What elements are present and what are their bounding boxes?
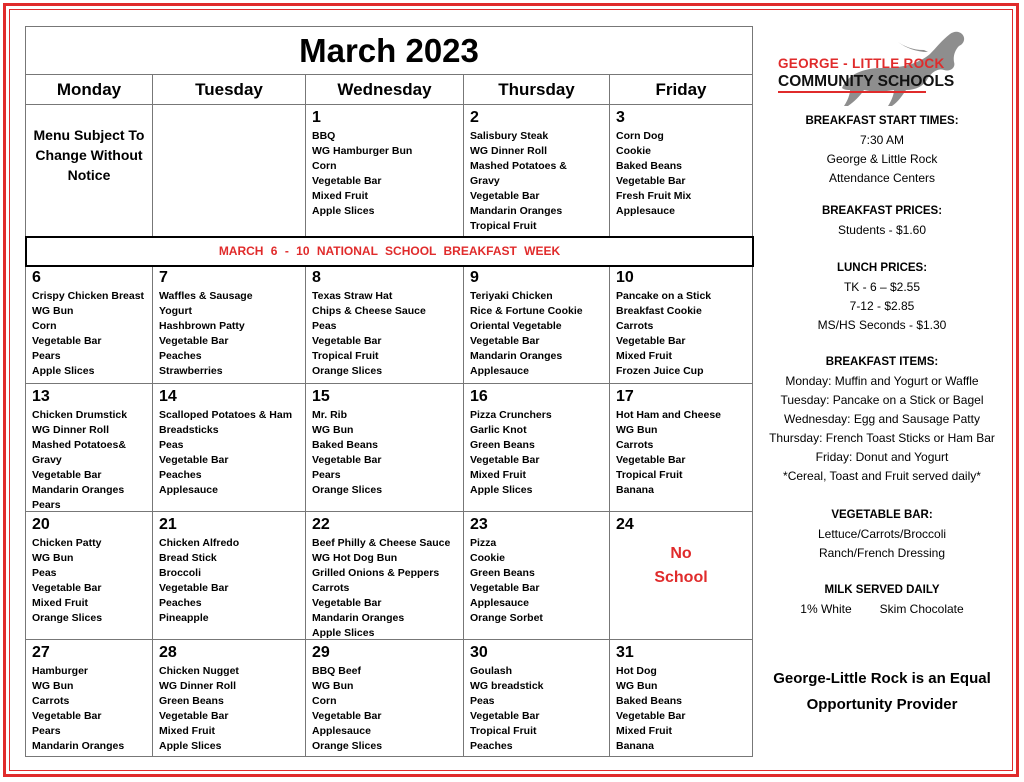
- day-cell-31: [610, 640, 752, 756]
- menu-item: Cookie: [470, 552, 506, 564]
- menu-item: Vegetable Bar: [470, 710, 540, 722]
- menu-item: Breakfast Cookie: [616, 305, 702, 317]
- menu-item: Hamburger: [32, 665, 89, 677]
- menu-item: Yogurt: [159, 305, 193, 317]
- day-cell-23: [464, 512, 610, 639]
- menu-item: Vegetable Bar: [470, 335, 540, 347]
- milk-section: [758, 581, 1006, 619]
- menu-item: WG Bun: [312, 680, 354, 692]
- day-cell-20: [26, 512, 153, 639]
- menu-item: Chicken Patty: [32, 537, 102, 549]
- menu-item: Green Beans: [470, 439, 535, 451]
- menu-item-list: [470, 536, 609, 626]
- day-number: 9: [470, 269, 479, 286]
- menu-item: Hot Ham and Cheese: [616, 409, 722, 421]
- menu-item: Apple Slices: [159, 740, 222, 752]
- day-cell-6: [26, 265, 153, 383]
- menu-item-list: [159, 536, 305, 626]
- day-cell-28: [153, 640, 306, 756]
- day-number: 24: [616, 516, 634, 533]
- milk-options: [758, 600, 1006, 619]
- lunch-price-7-12: 7-12 - $2.85: [849, 299, 915, 313]
- vegetable-bar-items: Lettuce/Carrots/Broccoli: [817, 527, 947, 541]
- milk-option-chocolate: Skim Chocolate: [879, 602, 964, 616]
- menu-item: Grilled Onions & Peppers: [312, 567, 440, 579]
- menu-item-list: [312, 664, 463, 754]
- day-cell-13: [26, 384, 153, 511]
- menu-item: Banana: [616, 484, 654, 496]
- breakfast-item-wednesday: Wednesday: Egg and Sausage Patty: [784, 412, 980, 426]
- menu-item: WG Hot Dog Bun: [312, 552, 398, 564]
- menu-item: Pineapple: [159, 612, 209, 624]
- weekday-header-thursday: Thursday: [464, 75, 610, 104]
- day-number: 20: [32, 516, 50, 533]
- menu-item: BBQ: [312, 130, 336, 142]
- menu-item: Vegetable Bar: [470, 454, 540, 466]
- menu-item: Peas: [470, 695, 495, 707]
- menu-item: Vegetable Bar: [616, 335, 686, 347]
- day-number: 14: [159, 388, 177, 405]
- day-number: 27: [32, 644, 50, 661]
- no-school-notice: No School: [654, 545, 708, 586]
- menu-item: Apple Slices: [312, 627, 375, 639]
- menu-item: Vegetable Bar: [32, 335, 102, 347]
- milk-heading: MILK SERVED DAILY: [824, 584, 940, 596]
- breakfast-prices-heading: BREAKFAST PRICES:: [821, 205, 943, 217]
- day-number: 30: [470, 644, 488, 661]
- menu-item: WG Dinner Roll: [32, 424, 109, 436]
- breakfast-item-friday: Friday: Donut and Yogurt: [815, 450, 949, 464]
- breakfast-item-thursday: Thursday: French Toast Sticks or Ham Bar: [769, 431, 995, 445]
- menu-item: WG Bun: [32, 552, 74, 564]
- menu-item: Mixed Fruit: [312, 190, 369, 202]
- menu-item: Pizza: [470, 537, 497, 549]
- day-cell-15: [306, 384, 464, 511]
- day-number: 16: [470, 388, 488, 405]
- weekday-header-tuesday: Tuesday: [153, 75, 306, 104]
- day-number: 13: [32, 388, 50, 405]
- menu-item: Oriental Vegetable: [470, 320, 562, 332]
- menu-item: Corn: [312, 160, 337, 172]
- lunch-price-tk6: TK - 6 – $2.55: [843, 280, 921, 294]
- equal-opportunity-line-2: Opportunity Provider: [806, 696, 958, 713]
- milk-option-white: 1% White: [800, 602, 852, 616]
- menu-item: Pears: [32, 499, 61, 511]
- menu-item: Baked Beans: [312, 439, 378, 451]
- menu-change-note: Menu Subject To Change Without Notice: [33, 127, 145, 183]
- menu-item-list: [159, 408, 305, 498]
- menu-item: Mixed Fruit: [159, 725, 216, 737]
- calendar-title: March 2023: [26, 27, 752, 75]
- menu-item: Chicken Drumstick: [32, 409, 128, 421]
- day-cell-29: [306, 640, 464, 756]
- menu-item: Carrots: [616, 439, 654, 451]
- breakfast-week-banner: MARCH 6 - 10 NATIONAL SCHOOL BREAKFAST WEEK: [25, 236, 754, 267]
- lunch-prices-section: [758, 259, 1006, 335]
- week-row: [26, 265, 752, 384]
- day-number: 10: [616, 269, 634, 286]
- day-number: 22: [312, 516, 330, 533]
- menu-item: Peaches: [159, 597, 202, 609]
- menu-item: Orange Slices: [312, 740, 383, 752]
- breakfast-location-detail: Attendance Centers: [828, 171, 936, 185]
- vegetable-bar-section: [758, 506, 1006, 563]
- breakfast-location: George & Little Rock: [826, 152, 938, 166]
- weekday-header-wednesday: Wednesday: [306, 75, 464, 104]
- menu-item: Tropical Fruit: [616, 469, 683, 481]
- menu-item: Baked Beans: [616, 695, 682, 707]
- menu-item: Carrots: [32, 695, 70, 707]
- day-number: 2: [470, 109, 479, 126]
- menu-item: Mandarin Oranges: [470, 205, 563, 217]
- week-row: [26, 512, 752, 640]
- menu-item: Breadsticks: [159, 424, 219, 436]
- menu-item-list: [616, 664, 752, 754]
- menu-item: Baked Beans: [616, 160, 682, 172]
- menu-item: Scalloped Potatoes & Ham: [159, 409, 293, 421]
- logo-line-1: GEORGE - LITTLE ROCK: [778, 56, 945, 71]
- menu-item: WG Bun: [32, 305, 74, 317]
- menu-item: Strawberries: [159, 365, 223, 377]
- menu-item: Garlic Knot: [470, 424, 527, 436]
- menu-item: Vegetable Bar: [616, 175, 686, 187]
- menu-item: Applesauce: [312, 725, 371, 737]
- menu-item: Vegetable Bar: [470, 582, 540, 594]
- menu-item: WG Bun: [312, 424, 354, 436]
- menu-item: Pears: [32, 725, 61, 737]
- menu-item: Mandarin Oranges: [32, 740, 125, 752]
- menu-item: Peas: [159, 439, 184, 451]
- menu-item: Vegetable Bar: [159, 454, 229, 466]
- day-cell-14: [153, 384, 306, 511]
- menu-item: Carrots: [312, 582, 350, 594]
- menu-item: Mandarin Oranges: [470, 350, 563, 362]
- menu-item: Mixed Fruit: [616, 350, 673, 362]
- menu-item: Cookie: [616, 145, 652, 157]
- day-cell-27: [26, 640, 153, 756]
- menu-item: Vegetable Bar: [159, 710, 229, 722]
- menu-item: Peas: [312, 320, 337, 332]
- menu-item: Corn Dog: [616, 130, 664, 142]
- menu-item-list: [159, 664, 305, 754]
- breakfast-price-students: Students - $1.60: [837, 223, 927, 237]
- menu-item: WG Dinner Roll: [159, 680, 236, 692]
- menu-item: WG Bun: [32, 680, 74, 692]
- day-number: 8: [312, 269, 321, 286]
- menu-item-list: [312, 289, 463, 379]
- weekday-header-row: [26, 75, 752, 105]
- menu-item: Frozen Juice Cup: [616, 365, 704, 377]
- menu-item: Salisbury Steak: [470, 130, 549, 142]
- breakfast-prices-section: [758, 202, 1006, 240]
- day-cell-7: [153, 265, 306, 383]
- menu-item: Vegetable Bar: [32, 582, 102, 594]
- day-number: 6: [32, 269, 41, 286]
- menu-item: Vegetable Bar: [32, 710, 102, 722]
- menu-item: Tropical Fruit: [470, 220, 537, 232]
- menu-item-list: [616, 289, 752, 379]
- menu-item: Vegetable Bar: [312, 454, 382, 466]
- menu-item: Mixed Fruit: [470, 469, 527, 481]
- menu-item: Orange Slices: [312, 484, 383, 496]
- weekday-header-monday: Monday: [26, 75, 153, 104]
- breakfast-items-heading: BREAKFAST ITEMS:: [825, 356, 939, 368]
- menu-item: BBQ Beef: [312, 665, 362, 677]
- menu-item: Mashed Potatoes &: [470, 160, 567, 172]
- day-cell-10: [610, 265, 752, 383]
- day-number: 1: [312, 109, 321, 126]
- week-row: [26, 384, 752, 512]
- menu-item-list: [470, 289, 609, 379]
- menu-item: Orange Slices: [32, 612, 103, 624]
- menu-item: Hashbrown Patty: [159, 320, 245, 332]
- menu-item: Peaches: [159, 350, 202, 362]
- menu-item: Pancake on a Stick: [616, 290, 712, 302]
- weekday-header-friday: Friday: [655, 80, 707, 99]
- menu-item: Vegetable Bar: [616, 454, 686, 466]
- lunch-price-seconds: MS/HS Seconds - $1.30: [817, 318, 947, 332]
- menu-item: Green Beans: [470, 567, 535, 579]
- menu-item-list: [470, 408, 609, 498]
- menu-item: Applesauce: [159, 484, 218, 496]
- menu-item-list: [312, 129, 463, 219]
- breakfast-item-monday: Monday: Muffin and Yogurt or Waffle: [785, 374, 979, 388]
- menu-item: WG Bun: [616, 680, 658, 692]
- menu-item: Waffles & Sausage: [159, 290, 253, 302]
- breakfast-times-section: [758, 112, 1006, 188]
- logo-divider: [778, 91, 926, 93]
- menu-item: Tropical Fruit: [312, 350, 379, 362]
- menu-item: Beef Philly & Cheese Sauce: [312, 537, 451, 549]
- menu-item: Vegetable Bar: [312, 335, 382, 347]
- menu-item: Applesauce: [470, 365, 529, 377]
- menu-item-list: [312, 536, 463, 639]
- menu-item: Rice & Fortune Cookie: [470, 305, 583, 317]
- breakfast-item-daily: *Cereal, Toast and Fruit served daily*: [783, 469, 981, 483]
- menu-item: Texas Straw Hat: [312, 290, 393, 302]
- menu-item: Corn: [312, 695, 337, 707]
- day-cell-16: [464, 384, 610, 511]
- menu-item: Gravy: [32, 454, 62, 466]
- week-row: [26, 640, 752, 756]
- breakfast-times-heading: BREAKFAST START TIMES:: [805, 115, 959, 127]
- menu-item: Mr. Rib: [312, 409, 348, 421]
- menu-item: Fresh Fruit Mix: [616, 190, 692, 202]
- day-number: 23: [470, 516, 488, 533]
- menu-item: WG Bun: [616, 424, 658, 436]
- menu-item-list: [32, 408, 152, 511]
- menu-item: Mixed Fruit: [616, 725, 673, 737]
- menu-item: Pears: [32, 350, 61, 362]
- menu-item: Teriyaki Chicken: [470, 290, 553, 302]
- menu-item: Tropical Fruit: [470, 725, 537, 737]
- menu-item: Mandarin Oranges: [312, 612, 405, 624]
- vegetable-bar-heading: VEGETABLE BAR:: [831, 509, 933, 521]
- menu-item-list: [312, 408, 463, 498]
- logo-line-2: COMMUNITY SCHOOLS: [778, 73, 955, 90]
- menu-item: Carrots: [616, 320, 654, 332]
- day-number: 3: [616, 109, 625, 126]
- day-cell-17: [610, 384, 752, 511]
- menu-item: Chicken Nugget: [159, 665, 239, 677]
- day-number: 7: [159, 269, 168, 286]
- menu-item: Vegetable Bar: [312, 710, 382, 722]
- day-number: 21: [159, 516, 177, 533]
- menu-item: Applesauce: [470, 597, 529, 609]
- menu-item: Vegetable Bar: [312, 175, 382, 187]
- menu-item-list: [32, 536, 152, 626]
- menu-item-list: [32, 289, 152, 379]
- day-cell-24: [610, 512, 752, 639]
- day-number: 28: [159, 644, 177, 661]
- day-cell-21: [153, 512, 306, 639]
- menu-item-list: [616, 408, 752, 498]
- menu-item: Apple Slices: [312, 205, 375, 217]
- breakfast-items-section: [758, 353, 1006, 486]
- menu-item-list: [470, 664, 609, 754]
- menu-item: WG Hamburger Bun: [312, 145, 413, 157]
- menu-item: Bread Stick: [159, 552, 217, 564]
- menu-item: Apple Slices: [470, 484, 533, 496]
- menu-item: Chips & Cheese Sauce: [312, 305, 426, 317]
- equal-opportunity-line-1: George-Little Rock is an Equal: [773, 670, 991, 687]
- school-logo: [778, 28, 984, 108]
- menu-item: Mashed Potatoes&: [32, 439, 126, 451]
- menu-item: Chicken Alfredo: [159, 537, 240, 549]
- menu-item: Mixed Fruit: [32, 597, 89, 609]
- menu-item: Hot Dog: [616, 665, 657, 677]
- menu-item: Vegetable Bar: [470, 190, 540, 202]
- menu-item-list: [470, 129, 609, 234]
- menu-item: Peas: [32, 567, 57, 579]
- menu-item: Applesauce: [616, 205, 675, 217]
- menu-item: Pizza Crunchers: [470, 409, 552, 421]
- day-number: 31: [616, 644, 634, 661]
- breakfast-item-tuesday: Tuesday: Pancake on a Stick or Bagel: [780, 393, 984, 407]
- menu-item: WG breadstick: [470, 680, 544, 692]
- menu-item: Peaches: [470, 740, 513, 752]
- menu-calendar: [25, 26, 753, 757]
- menu-item: Apple Slices: [32, 365, 95, 377]
- menu-item: Green Beans: [159, 695, 224, 707]
- breakfast-time: 7:30 AM: [859, 133, 905, 147]
- vegetable-bar-dressings: Ranch/French Dressing: [818, 546, 946, 560]
- menu-item: Gravy: [470, 175, 500, 187]
- menu-item: Orange Sorbet: [470, 612, 543, 624]
- menu-item: Banana: [616, 740, 654, 752]
- menu-item-list: [616, 129, 752, 219]
- menu-item-list: [159, 289, 305, 379]
- equal-opportunity-statement: [758, 666, 1006, 718]
- day-number: 29: [312, 644, 330, 661]
- menu-item: Mandarin Oranges: [32, 484, 125, 496]
- menu-item: Crispy Chicken Breast: [32, 290, 145, 302]
- menu-item: Vegetable Bar: [312, 597, 382, 609]
- menu-item: Corn: [32, 320, 57, 332]
- day-cell-22: [306, 512, 464, 639]
- menu-item: Orange Slices: [312, 365, 383, 377]
- menu-item: Vegetable Bar: [159, 335, 229, 347]
- lunch-prices-heading: LUNCH PRICES:: [836, 262, 928, 274]
- menu-item-list: [32, 664, 152, 754]
- menu-item: Broccoli: [159, 567, 202, 579]
- day-cell-8: [306, 265, 464, 383]
- day-cell-9: [464, 265, 610, 383]
- day-number: 15: [312, 388, 330, 405]
- menu-item: Vegetable Bar: [159, 582, 229, 594]
- menu-item: Peaches: [159, 469, 202, 481]
- menu-item: Vegetable Bar: [616, 710, 686, 722]
- day-cell-30: [464, 640, 610, 756]
- menu-item: Vegetable Bar: [32, 469, 102, 481]
- menu-item: Goulash: [470, 665, 513, 677]
- day-number: 17: [616, 388, 634, 405]
- menu-item: WG Dinner Roll: [470, 145, 547, 157]
- menu-item: Pears: [312, 469, 341, 481]
